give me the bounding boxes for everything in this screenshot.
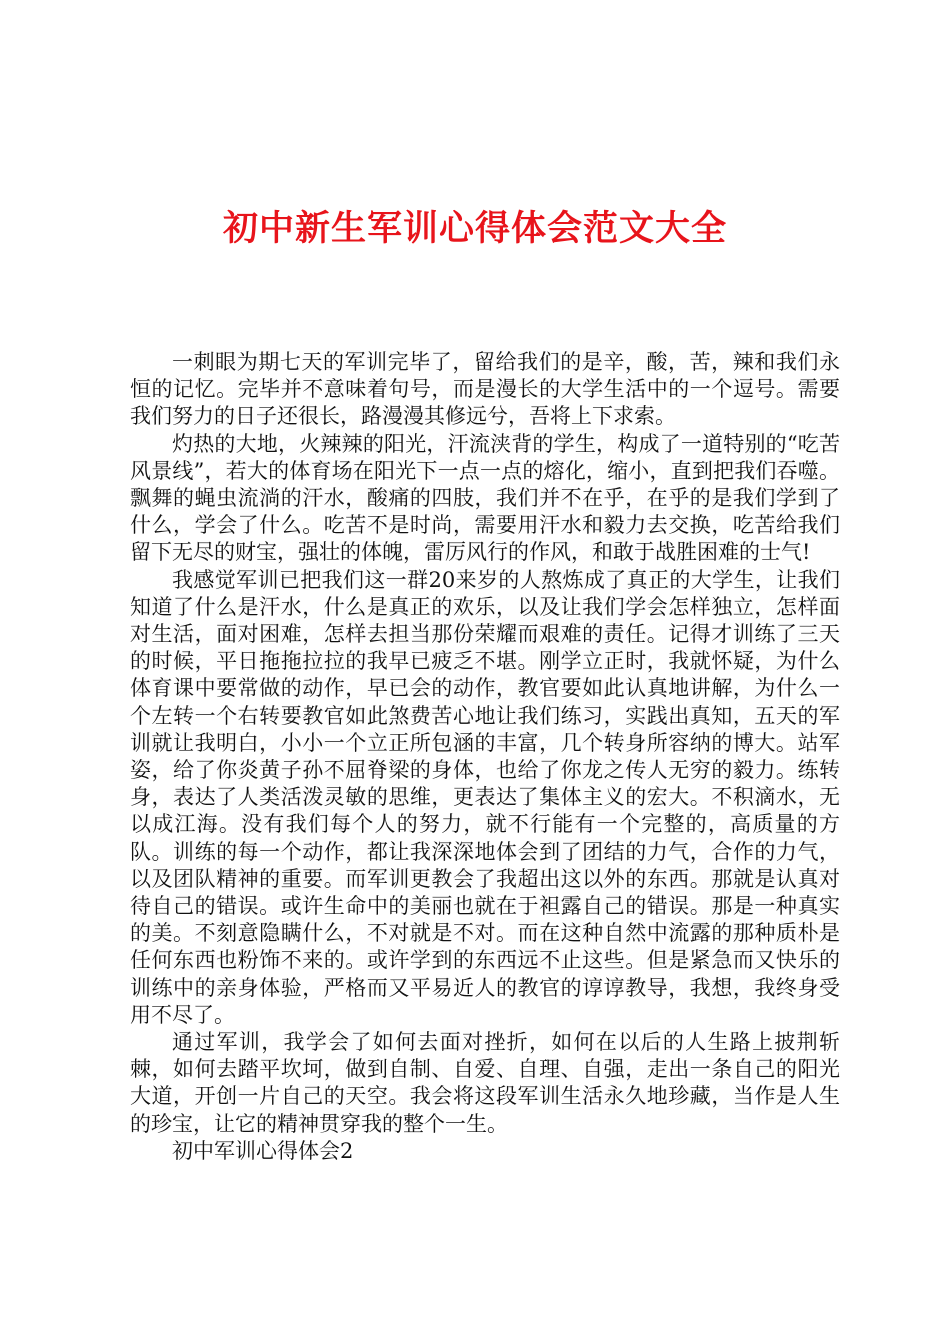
document-title: 初中新生军训心得体会范文大全 [222, 208, 727, 249]
paragraph-4: 通过军训，我学会了如何去面对挫折，如何在以后的人生路上披荆斩棘，如何去踏平坎坷，做到自制、自爱、自理、自强，走出一条自己的阳光大道，开创一片自己的天空。我会将这段军训生活永久地珍藏，当作是人生的珍宝，让它的精神贯穿我的整个一生。 [130, 1030, 840, 1136]
document-body [130, 349, 840, 1165]
paragraph-2: 灼热的大地，火辣辣的阳光，汗流浃背的学生，构成了一道特别的“吃苦风景线”，若大的体育场在阳光下一点一点的熔化，缩小，直到把我们吞噬。飘舞的蝇虫流淌的汗水，酸痛的四肢，我们并不在乎，在乎的是我们学到了什么，学会了什么。吃苦不是时尚，需要用汗水和毅力去交换，吃苦给我们留下无尽的财宝，强壮的体魄，雷厉风行的作风，和敢于战胜困难的士气! [130, 431, 840, 565]
section-heading-2: 初中军训心得体会2 [172, 1138, 354, 1163]
paragraph-1: 一刺眼为期七天的军训完毕了，留给我们的是辛，酸，苦，辣和我们永恒的记忆。完毕并不意味着句号，而是漫长的大学生活中的一个逗号。需要我们努力的日子还很长，路漫漫其修远兮，吾将上下求索。 [130, 350, 840, 429]
paragraph-3: 我感觉军训已把我们这一群20来岁的人熬炼成了真正的大学生，让我们知道了什么是汗水，什么是真正的欢乐，以及让我们学会怎样独立，怎样面对生活，面对困难，怎样去担当那份荣耀而艰难的责任。记得才训练了三天的时候，平日拖拖拉拉的我早已疲乏不堪。刚学立正时，我就怀疑，为什么体育课中要常做的动作，早已会的动作，教官要如此认真地讲解，为什么一个左转一个右转要教官如此煞费苦心地让我们练习，实践出真知，五天的军训就让我明白，小小一个立正所包涵的丰富，几个转身所容纳的博大。站军姿，给了你炎黄子孙不屈脊梁的身体，也给了你龙之传人无穷的毅力。练转身，表达了人类活泼灵敏的思维，更表达了集体主义的宏大。不积滴水，无以成江海。没有我们每个人的努力，就不行能有一个完整的，高质量的方队。训练的每一个动作，都让我深深地体会到了团结的力气，合作的力气，以及团队精神的重要。而军训更教会了我超出这以外的东西。那就是认真对待自己的错误。或许生命中的美丽也就在于袒露自己的错误。那是一种真实的美。不刻意隐瞒什么，不对就是不对。而在这种自然中流露的那种质朴是任何东西也粉饰不来的。或许学到的东西远不止这些。但是紧急而又快乐的训练中的亲身体验，严格而又平易近人的教官的谆谆教导，我想，我终身受用不尽了。 [130, 567, 840, 1027]
